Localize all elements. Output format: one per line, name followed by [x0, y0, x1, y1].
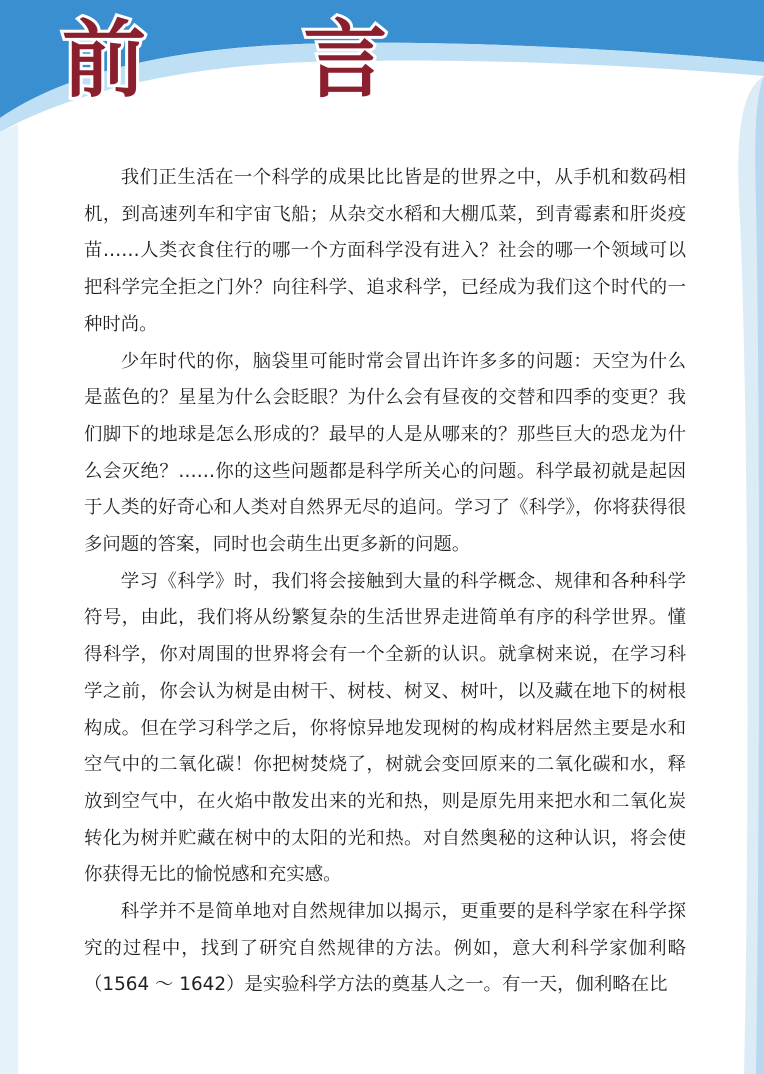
paragraph-3: 学习《科学》时，我们将会接触到大量的科学概念、规律和各种科学符号，由此，我们将从纷繁复杂的生活世界走进简单有序的科学世界。懂得科学，你对周围的世界将会有一个全新的认识。就拿树来说，在学习科学之前，你会认为树是由树干、树枝、树叉、树叶，以及藏在地下的树根构成。但在学习科学之后，你将惊异地发现树的构成材料居然主要是水和空气中的二氧化碳！你把树焚烧了，树就会变回原来的二氧化碳和水，释放到空气中，在火焰中散发出来的光和热，则是原先用来把水和二氧化炭转化为树并贮藏在树中的太阳的光和热。对自然奥秘的这种认识，将会使你获得无比的愉悦感和充实感。	[84, 570, 686, 886]
paragraph-4: 科学并不是简单地对自然规律加以揭示，更重要的是科学家在科学探究的过程中，找到了研究自然规律的方法。例如，意大利科学家伽利略（1564 ～ 1642）是实验科学方法的奠基人之一。有一天，伽利略在比	[84, 901, 686, 996]
body-text	[84, 160, 686, 1004]
page-title: 前 言	[62, 11, 452, 109]
left-page-edge	[0, 124, 18, 1074]
paragraph-2: 少年时代的你，脑袋里可能时常会冒出许许多多的问题：天空为什么是蓝色的？星星为什么会眨眼？为什么会有昼夜的交替和四季的变更？我们脚下的地球是怎么形成的？最早的人是从哪来的？那些巨大的恐龙为什么会灭绝？……你的这些问题都是科学所关心的问题。科学最初就是起因于人类的好奇心和人类对自然界无尽的追问。学习了《科学》，你将获得很多问题的答案，同时也会萌生出更多新的问题。	[84, 350, 686, 556]
paragraph-1: 我们正生活在一个科学的成果比比皆是的世界之中，从手机和数码相机，到高速列车和宇宙飞船；从杂交水稻和大棚瓜菜，到青霉素和肝炎疫苗……人类衣食住行的哪一个方面科学没有进入？社会的哪一个领域可以把科学完全拒之门外？向往科学、追求科学，已经成为我们这个时代的一种时尚。	[84, 167, 686, 335]
